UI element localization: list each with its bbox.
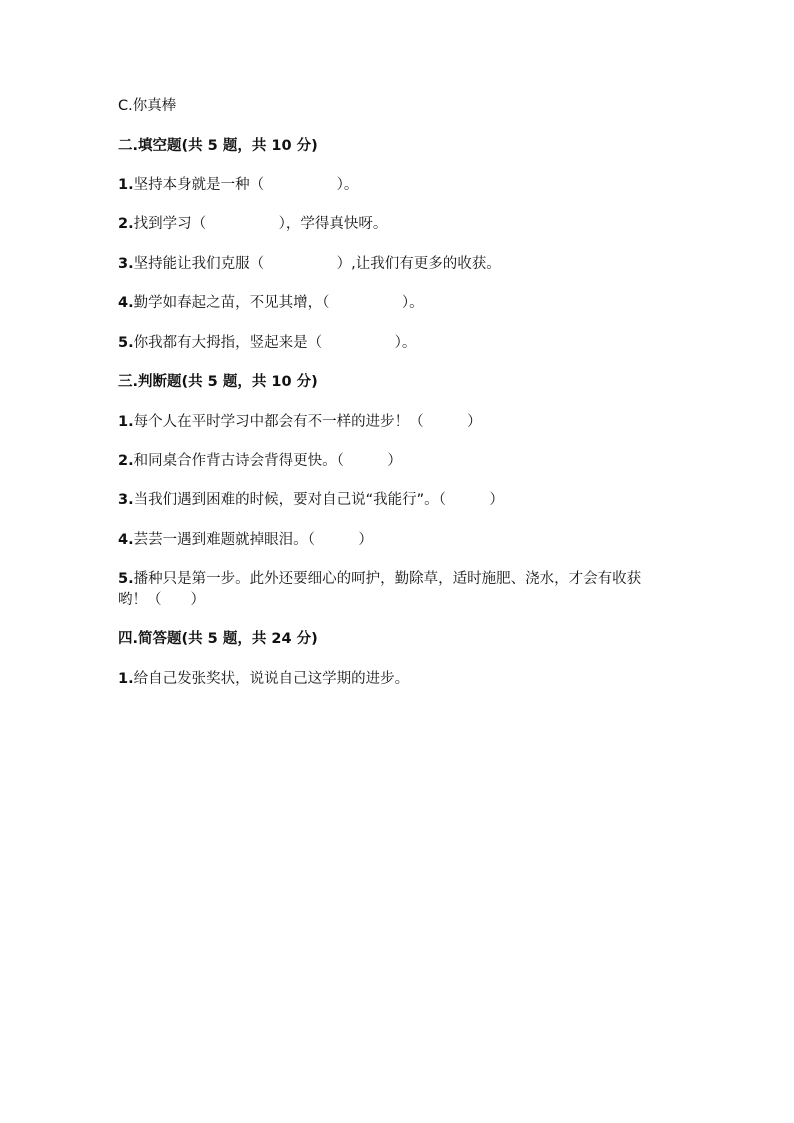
question-text: 每个人在平时学习中都会有不一样的进步！（ ） bbox=[133, 414, 482, 430]
fill-question-2 bbox=[118, 214, 678, 234]
question-number: 1. bbox=[118, 414, 134, 430]
question-text: 你我都有大拇指，竖起来是（ ）。 bbox=[133, 335, 417, 351]
judge-question-1 bbox=[118, 412, 678, 432]
question-number: 5. bbox=[118, 571, 134, 587]
section-heading-true-false: 三.判断题(共 5 题，共 10 分) bbox=[118, 374, 318, 390]
question-text: 芸芸一遇到难题就掉眼泪。（ ） bbox=[133, 532, 373, 548]
question-text: 勤学如春起之苗，不见其增，（ ）。 bbox=[133, 295, 424, 311]
question-text: 当我们遇到困难的时候，要对自己说“我能行”。（ ） bbox=[133, 492, 504, 508]
question-number: 4. bbox=[118, 532, 134, 548]
judge-question-5 bbox=[118, 569, 666, 611]
fill-question-4 bbox=[118, 293, 678, 313]
short-question-1 bbox=[118, 669, 678, 689]
question-number: 2. bbox=[118, 216, 134, 232]
question-number: 1. bbox=[118, 671, 134, 687]
section-heading-fill-blank: 二.填空题(共 5 题，共 10 分) bbox=[118, 138, 318, 154]
question-text: 播种只是第一步。此外还要细心的呵护，勤除草，适时施肥、浇水，才会有收获哟！（ ） bbox=[118, 571, 642, 608]
question-text: 找到学习（ ），学得真快呀。 bbox=[133, 216, 388, 232]
section-heading-short-answer: 四.简答题(共 5 题，共 24 分) bbox=[118, 631, 318, 647]
question-number: 1. bbox=[118, 177, 134, 193]
question-text: 坚持能让我们克服（ ）,让我们有更多的收获。 bbox=[133, 256, 501, 272]
question-number: 3. bbox=[118, 492, 134, 508]
question-text: 和同桌合作背古诗会背得更快。（ ） bbox=[133, 453, 402, 469]
judge-question-4 bbox=[118, 530, 678, 550]
question-number: 3. bbox=[118, 256, 134, 272]
question-number: 5. bbox=[118, 335, 134, 351]
judge-question-3 bbox=[118, 490, 678, 510]
judge-question-2 bbox=[118, 451, 678, 471]
fill-question-5 bbox=[118, 333, 678, 353]
question-text: 给自己发张奖状，说说自己这学期的进步。 bbox=[133, 671, 410, 687]
option-c: C.你真棒 bbox=[118, 98, 177, 114]
question-text: 坚持本身就是一种（ ）。 bbox=[133, 177, 359, 193]
question-number: 4. bbox=[118, 295, 134, 311]
fill-question-1 bbox=[118, 175, 678, 195]
fill-question-3 bbox=[118, 254, 678, 274]
question-number: 2. bbox=[118, 453, 134, 469]
